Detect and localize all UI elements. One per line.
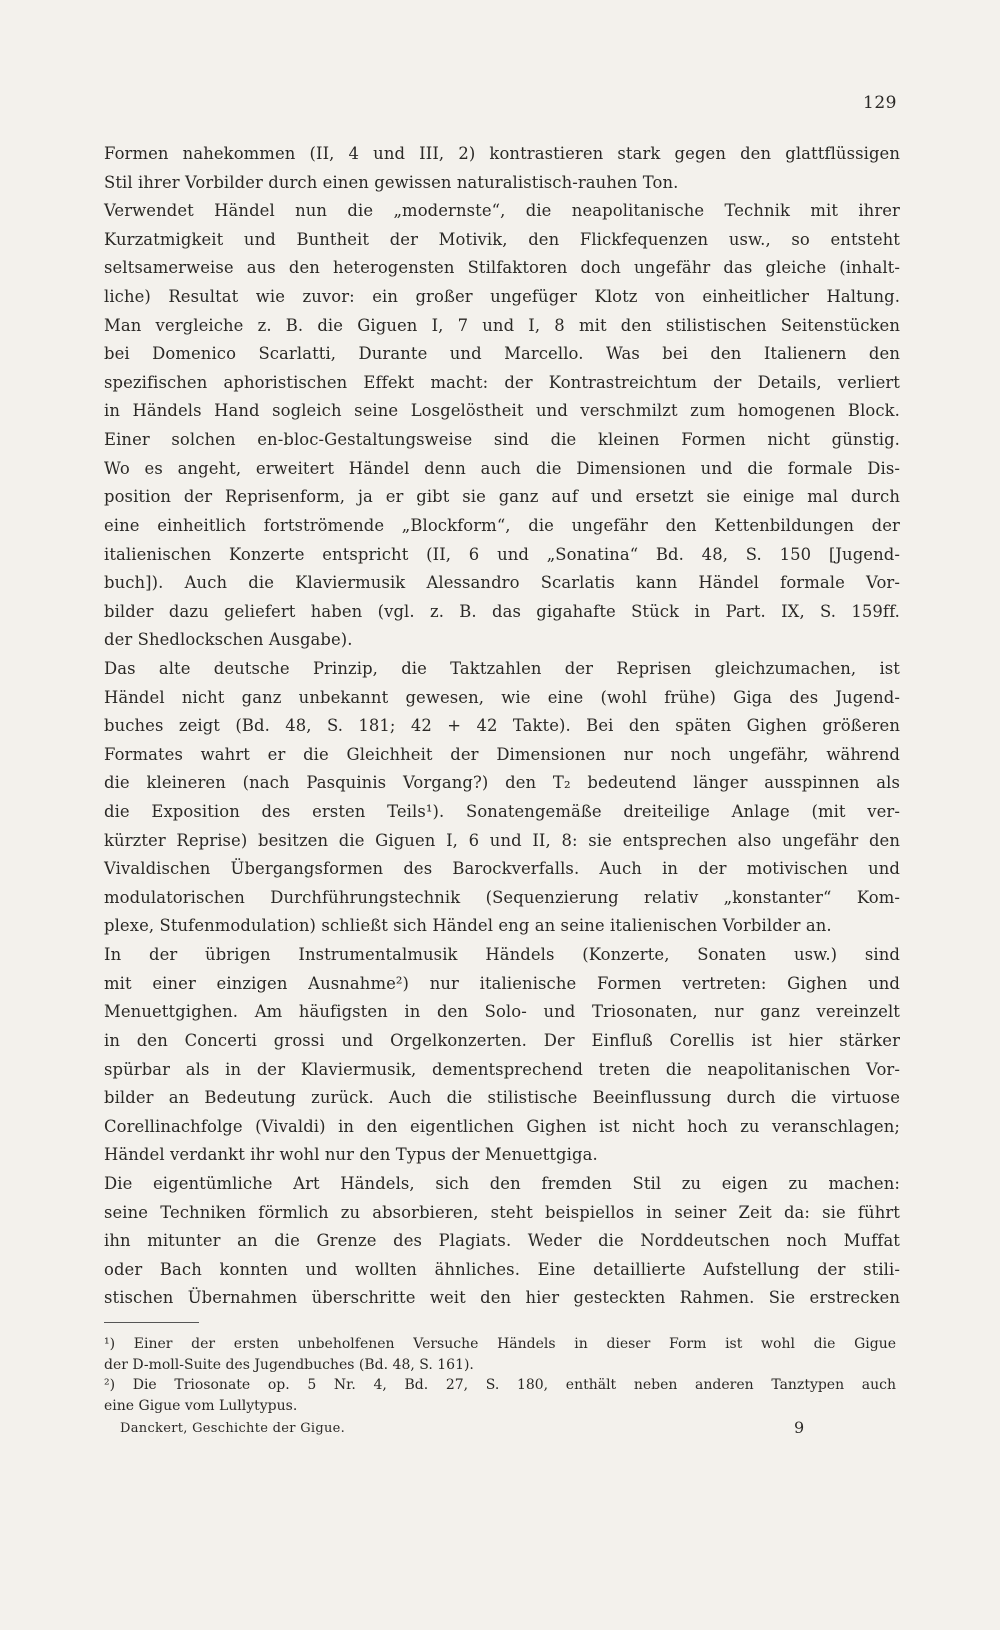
text-line: italienischen Konzerte entspricht (II, 6 und „Sonatina“ Bd. 48, S. 150 [Jugend-	[104, 544, 900, 564]
text-line: in den Concerti grossi und Orgelkonzerten. Der Einfluß Corellis ist hier stärker	[104, 1030, 900, 1050]
text-line: Wo es angeht, erweitert Händel denn auch die Dimensionen und die formale Dis-	[104, 458, 900, 478]
text-line: position der Reprisenform, ja er gibt sie ganz auf und ersetzt sie einige mal durch	[104, 487, 900, 507]
text-line: Händel nicht ganz unbekannt gewesen, wie eine (wohl frühe) Giga des Jugend-	[104, 687, 900, 707]
text-line: eine einheitlich fortströmende „Blockform“, die ungefähr den Kettenbildungen der	[104, 515, 900, 535]
footnote-line: ¹) Einer der ersten unbeholfenen Versuche Händels in dieser Form ist wohl die Gigue	[104, 1336, 896, 1352]
text-line: in Händels Hand sogleich seine Losgelöstheit und verschmilzt zum homogenen Block.	[104, 401, 900, 421]
text-line: mit einer einzigen Ausnahme²) nur italienische Formen vertreten: Gighen und	[104, 973, 900, 993]
footnote-line: ²) Die Triosonate op. 5 Nr. 4, Bd. 27, S. 180, enthält neben anderen Tanztypen auch	[104, 1377, 896, 1394]
text-line: Kurzatmigkeit und Buntheit der Motivik, den Flickfequenzen usw., so entsteht	[104, 229, 900, 249]
text-line: liche) Resultat wie zuvor: ein großer ungefüger Klotz von einheitlicher Haltung.	[104, 287, 900, 307]
text-line: spürbar als in der Klaviermusik, dementsprechend treten die neapolitanischen Vor-	[104, 1059, 900, 1079]
text-line: Menuettgighen. Am häufigsten in den Solo- und Triosonaten, nur ganz vereinzelt	[104, 1002, 900, 1022]
text-line: modulatorischen Durchführungstechnik (Sequenzierung relativ „konstanter“ Kom-	[104, 887, 900, 907]
text-line: oder Bach konnten und wollten ähnliches. Eine detaillierte Aufstellung der stili-	[104, 1259, 900, 1279]
text-line: Händel verdankt ihr wohl nur den Typus der Menuettgiga.	[104, 1145, 598, 1165]
text-line: Stil ihrer Vorbilder durch einen gewissen naturalistisch-rauhen Ton.	[104, 172, 679, 192]
text-line: Einer solchen en-bloc-Gestaltungsweise sind die kleinen Formen nicht günstig.	[104, 430, 900, 450]
text-line: seltsamerweise aus den heterogensten Stilfaktoren doch ungefähr das gleiche (inhalt-	[104, 258, 900, 278]
text-line: In der übrigen Instrumentalmusik Händels (Konzerte, Sonaten usw.) sind	[104, 945, 900, 965]
text-line: bilder an Bedeutung zurück. Auch die stilistische Beeinflussung durch die virtuose	[104, 1088, 900, 1108]
footnote-divider	[104, 1322, 199, 1323]
text-line: buches zeigt (Bd. 48, S. 181; 42 + 42 Takte). Bei den späten Gighen größeren	[104, 716, 900, 736]
text-line: Vivaldischen Übergangsformen des Barockverfalls. Auch in der motivischen und	[104, 859, 900, 879]
body-text	[104, 140, 900, 1313]
signature-line: Danckert, Geschichte der Gigue.	[120, 1421, 346, 1436]
footnotes	[104, 1334, 896, 1417]
text-line: seine Techniken förmlich zu absorbieren, steht beispiellos in seiner Zeit da: sie führt	[104, 1202, 900, 1222]
text-line: der Shedlockschen Ausgabe).	[104, 630, 353, 650]
text-line: Formen nahekommen (II, 4 und III, 2) kontrastieren stark gegen den glattflüssigen	[104, 144, 900, 163]
text-line: die Exposition des ersten Teils¹). Sonatengemäße dreiteilige Anlage (mit ver-	[104, 802, 900, 822]
text-line: Formates wahrt er die Gleichheit der Dimensionen nur noch ungefähr, während	[104, 744, 900, 764]
text-line: Die eigentümliche Art Händels, sich den fremden Stil zu eigen zu machen:	[104, 1173, 900, 1193]
signature-number: 9	[794, 1418, 805, 1437]
text-line: buch]). Auch die Klaviermusik Alessandro Scarlatis kann Händel formale Vor-	[104, 573, 900, 593]
text-line: spezifischen aphoristischen Effekt macht: der Kontrastreichtum der Details, verliert	[104, 372, 900, 392]
text-line: plexe, Stufenmodulation) schließt sich Händel eng an seine italienischen Vorbilder an.	[104, 916, 832, 936]
text-line: bilder dazu geliefert haben (vgl. z. B. das gigahafte Stück in Part. IX, S. 159ff.	[104, 601, 900, 621]
text-line: kürzter Reprise) besitzen die Giguen I, 6 und II, 8: sie entsprechen also ungefähr den	[104, 830, 900, 850]
text-line: bei Domenico Scarlatti, Durante und Marcello. Was bei den Italienern den	[104, 344, 900, 364]
footnote-line: eine Gigue vom Lullytypus.	[104, 1398, 298, 1415]
text-line: die kleineren (nach Pasquinis Vorgang?) den T₂ bedeutend länger ausspinnen als	[104, 773, 900, 793]
text-line: Verwendet Händel nun die „modernste“, die neapolitanische Technik mit ihrer	[104, 201, 900, 221]
text-line: stischen Übernahmen überschritte weit den hier gesteckten Rahmen. Sie erstrecken	[104, 1288, 900, 1308]
page-number: 129	[863, 93, 897, 113]
text-line: Man vergleiche z. B. die Giguen I, 7 und I, 8 mit den stilistischen Seitenstücken	[104, 315, 900, 335]
text-line: ihn mitunter an die Grenze des Plagiats. Weder die Norddeutschen noch Muffat	[104, 1231, 900, 1251]
footnote-line: der D-moll-Suite des Jugendbuches (Bd. 48, S. 161).	[104, 1356, 474, 1373]
text-line: Das alte deutsche Prinzip, die Taktzahlen der Reprisen gleichzumachen, ist	[104, 658, 900, 678]
text-line: Corellinachfolge (Vivaldi) in den eigentlichen Gighen ist nicht hoch zu veranschlagen;	[104, 1116, 900, 1136]
